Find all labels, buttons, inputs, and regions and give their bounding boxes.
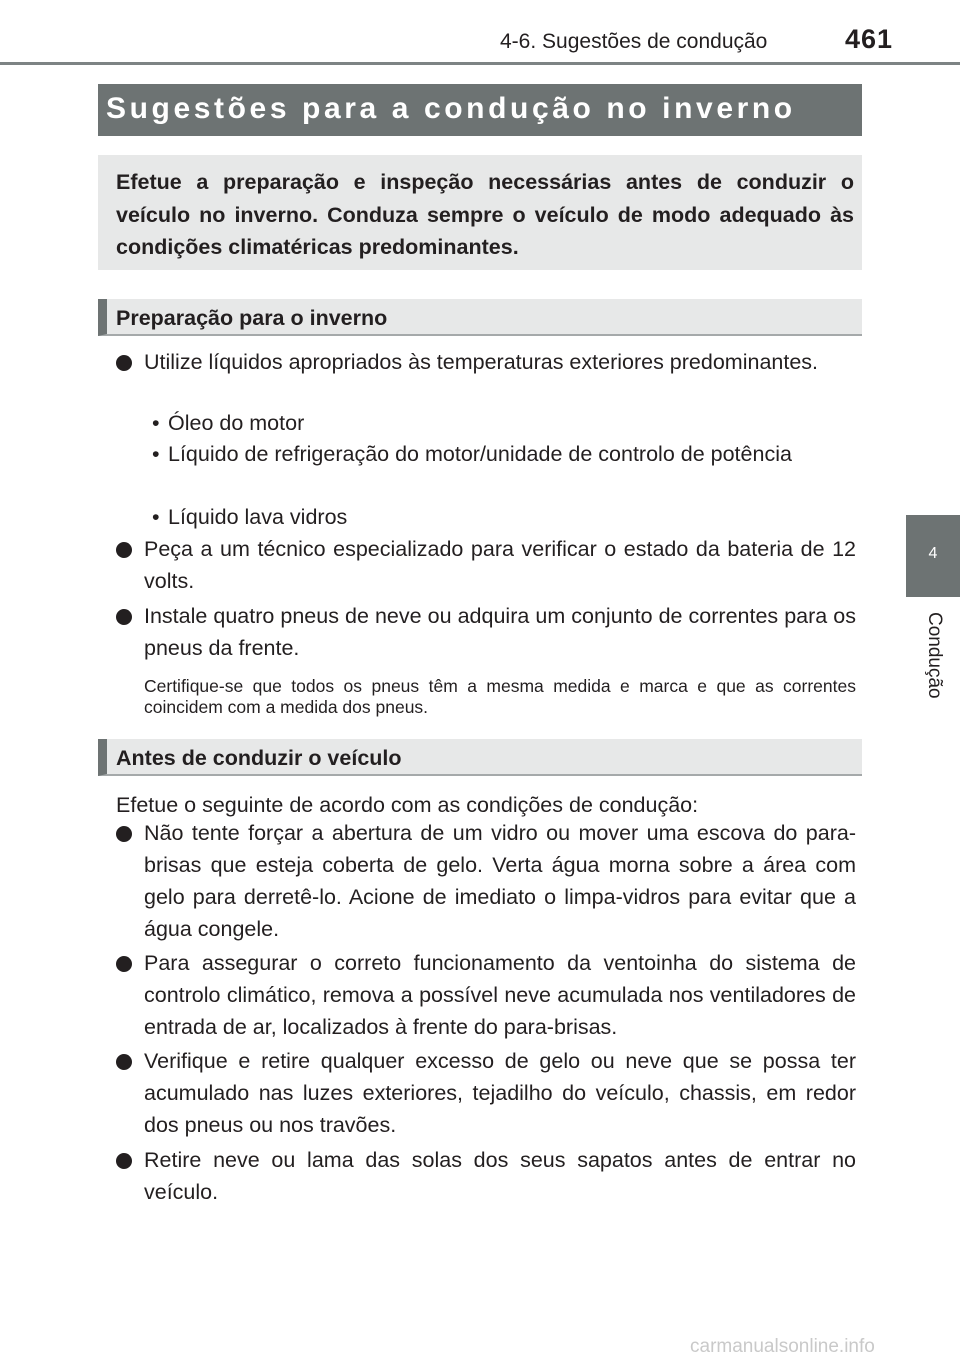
list-item-text: Utilize líquidos apropriados às temperaturas exteriores predominantes. bbox=[144, 350, 819, 374]
list-item bbox=[116, 817, 856, 945]
section-heading-text: Preparação para o inverno bbox=[116, 306, 388, 330]
intro-text: Efetue a preparação e inspeção necessárias antes de conduzir o veículo no inverno. Conduza sempre o veículo de modo adequado às condições climatéricas predominantes. bbox=[116, 170, 854, 259]
list-item bbox=[116, 533, 856, 597]
section-heading-winter-preparation bbox=[98, 299, 862, 336]
page-number: 461 bbox=[845, 24, 894, 54]
bullet-dot-icon bbox=[116, 542, 132, 558]
chapter-number: 4 bbox=[928, 545, 938, 562]
page-title: Sugestões para a condução no inverno bbox=[106, 92, 796, 125]
bullet-dot-icon bbox=[116, 1054, 132, 1070]
small-bullet-icon: • bbox=[152, 505, 160, 529]
bullet-dot-icon bbox=[116, 609, 132, 625]
small-bullet-icon: • bbox=[152, 411, 160, 435]
list-item-text: Retire neve ou lama das solas dos seus sapatos antes de entrar no veículo. bbox=[144, 1148, 856, 1204]
bullet-dot-icon bbox=[116, 826, 132, 842]
section-heading-before-driving bbox=[98, 739, 862, 776]
bullet-dot-icon bbox=[116, 1153, 132, 1169]
small-bullet-icon: • bbox=[152, 442, 160, 466]
chapter-label-container bbox=[885, 612, 960, 712]
list-item-text: Instale quatro pneus de neve ou adquira um conjunto de correntes para os pneus da frente. bbox=[144, 604, 856, 660]
sub-list-item-text: Líquido de refrigeração do motor/unidade de controlo de potência bbox=[168, 442, 792, 466]
page-header bbox=[0, 0, 960, 70]
list-item bbox=[116, 947, 856, 1043]
list-item-text: Para assegurar o correto funcionamento da ventoinha do sistema de controlo climático, remova a possível neve acumulada nos ventiladores de entrada de ar, localizados à frente do para-brisas. bbox=[144, 951, 856, 1039]
note-text: Certifique-se que todos os pneus têm a mesma medida e marca e que as correntes coincidem com a medida dos pneus. bbox=[144, 676, 856, 717]
bullet-dot-icon bbox=[116, 956, 132, 972]
bullet-dot-icon bbox=[116, 355, 132, 371]
sub-list-item bbox=[152, 407, 856, 439]
sub-list-item bbox=[152, 501, 856, 533]
list-item bbox=[116, 1045, 856, 1141]
header-section-title: 4-6. Sugestões de condução bbox=[500, 30, 768, 53]
list-item-text: Verifique e retire qualquer excesso de gelo ou neve que se possa ter acumulado nas luzes exteriores, tejadilho do veículo, chassis, em redor dos pneus ou nos travões. bbox=[144, 1049, 856, 1137]
intro-box bbox=[98, 155, 862, 270]
section-heading-text: Antes de conduzir o veículo bbox=[116, 746, 402, 770]
chapter-tab bbox=[906, 515, 960, 597]
sub-list-item bbox=[152, 438, 856, 470]
page-title-bar bbox=[98, 84, 862, 136]
sub-list-item-text: Óleo do motor bbox=[168, 411, 305, 435]
header-divider bbox=[0, 62, 960, 65]
chapter-label: Condução bbox=[924, 612, 945, 699]
list-item-text: Não tente forçar a abertura de um vidro ou mover uma escova do para-brisas que esteja coberta de gelo. Verta água morna sobre a área com gelo para derretê-lo. Acione de imediato o limpa-vidros para evitar que a água congele. bbox=[144, 821, 856, 941]
list-item bbox=[116, 600, 856, 664]
lead-text: Efetue o seguinte de acordo com as condições de condução: bbox=[116, 793, 699, 817]
list-item bbox=[116, 1144, 856, 1208]
list-item-text: Peça a um técnico especializado para verificar o estado da bateria de 12 volts. bbox=[144, 537, 856, 593]
list-item bbox=[116, 346, 856, 378]
sub-list-item-text: Líquido lava vidros bbox=[168, 505, 348, 529]
watermark: carmanualsonline.info bbox=[690, 1336, 875, 1357]
